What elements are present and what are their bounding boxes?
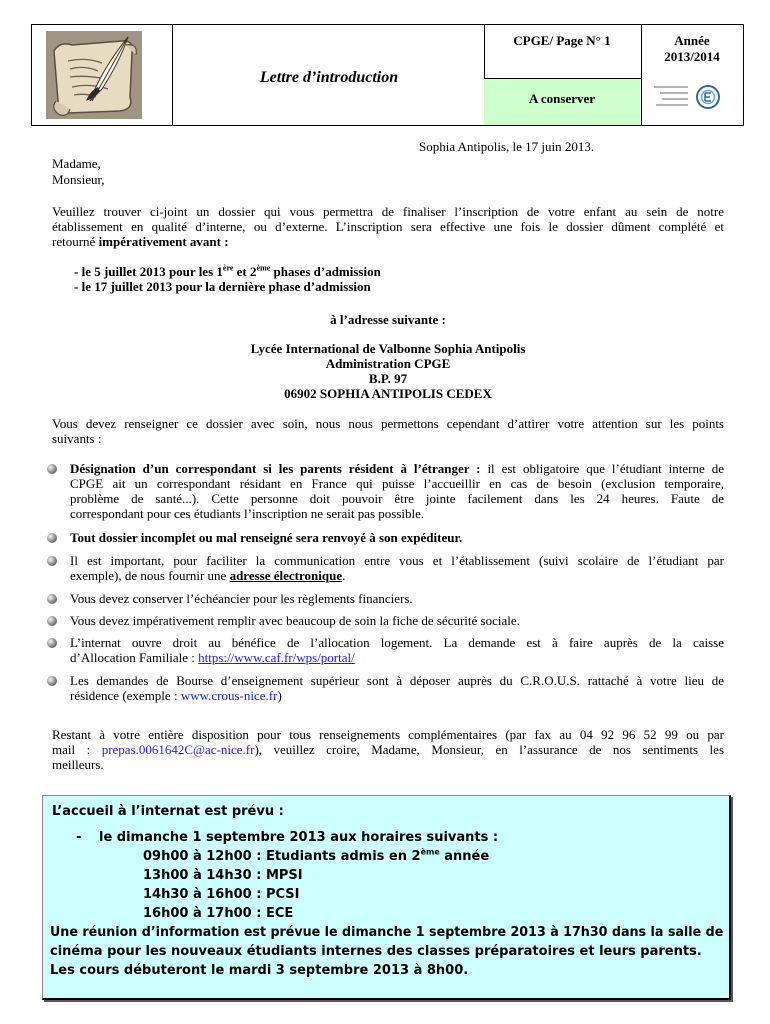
notice-slot-text: année <box>439 849 490 864</box>
salutation-madame: Madame, <box>52 156 101 171</box>
keep-label: A conserver <box>528 91 596 106</box>
point-7-line-1: Les demandes de Bourse d’enseignement supérieur sont à déposer auprès du C.R.O.U.S. rattaché à votre lieu de <box>70 673 724 688</box>
deadline-1-text: et 2 <box>233 264 257 279</box>
closing-line-3: meilleurs. <box>52 757 104 772</box>
notice-slot: 13h00 à 14h30 : MPSI <box>143 868 303 883</box>
deadline-1 <box>74 264 381 279</box>
point-3-line-1: Il est important, pour faciliter la communication entre vous et l’établissement (suivi scolaire de l’étudiant par <box>70 553 724 568</box>
address-line: Lycée International de Valbonne Sophia Antipolis <box>250 341 526 356</box>
address-line: B.P. 97 <box>368 371 408 386</box>
bullet-icon <box>47 556 57 566</box>
bullet-icon <box>47 676 57 686</box>
point-3-text: exemple), de nous fournir une <box>70 568 230 583</box>
attention-line-1: Vous devez renseigner ce dossier avec soin, nous nous permettons cependant d’attirer votre attention sur les points <box>52 416 724 431</box>
notice-slot-sup: ème <box>420 847 440 857</box>
point-4: Vous devez conserver l’échéancier pour les règlements financiers. <box>70 591 413 606</box>
quill-scroll-icon <box>46 31 142 119</box>
bullet-icon <box>47 533 57 543</box>
notice-slot: 16h00 à 17h00 : ECE <box>143 906 294 921</box>
point-6-line-2 <box>70 650 355 665</box>
bullet-icon <box>47 638 57 648</box>
deadline-2: - le 17 juillet 2013 pour la dernière phase d’admission <box>74 279 371 294</box>
notice-slot-text: 09h00 à 12h00 : Etudiants admis en 2 <box>143 849 421 864</box>
page-title: Lettre d’introduction <box>259 69 399 86</box>
notice-meeting-line-1: Une réunion d’information est prévue le dimanche 1 septembre 2013 à 17h30 dans la salle de <box>50 925 724 940</box>
intro-text: retourné <box>52 234 99 249</box>
address-intro: à l’adresse suivante : <box>330 312 446 327</box>
header-divider <box>172 25 173 125</box>
point-3-line-2 <box>70 568 345 583</box>
year-label: Année <box>674 33 710 48</box>
intro-line-1: Veuillez trouver ci-joint un dossier qui vous permettra de finaliser l’inscription de votre enfant au sein de notre <box>52 204 724 219</box>
point-7-text: résidence (exemple : <box>70 688 181 703</box>
caf-link[interactable]: https://www.caf.fr/wps/portal/ <box>198 650 355 665</box>
notice-dash: - <box>76 830 82 845</box>
address-line: 06902 SOPHIA ANTIPOLIS CEDEX <box>284 386 492 401</box>
point-1-line-2: CPGE ait un correspondant résidant en France qui puisse l’accueillir en cas de besoin (exclusion temporaire, <box>70 476 724 491</box>
notice-slot: 14h30 à 16h00 : PCSI <box>143 887 300 902</box>
point-1-line-4: correspondant pour ces étudiants l’inscription ne serait pas possible. <box>70 506 425 521</box>
notice-date-line: le dimanche 1 septembre 2013 aux horaires suivants : <box>99 830 499 845</box>
point-1-heading: Désignation d’un correspondant si les parents résident à l’étranger : <box>70 461 481 476</box>
email-link[interactable]: prepas.0061642C@ac-nice.fr <box>101 742 255 757</box>
deadline-1-sup: ère <box>222 263 234 273</box>
bullet-icon <box>47 594 57 604</box>
boarding-notice-box <box>42 795 731 1000</box>
notice-heading: L’accueil à l’internat est prévu : <box>52 804 284 819</box>
closing-text: ), veuillez croire, Madame, Monsieur, en l’assurance de nos sentiments les <box>254 742 724 757</box>
point-1-text: il est obligatoire que l’étudiant interne de <box>480 461 724 476</box>
address-line: Administration CPGE <box>325 356 451 371</box>
closing-line-2 <box>52 742 724 757</box>
notice-classes-start: Les cours débuteront le mardi 3 septembre 2013 à 8h00. <box>50 963 469 978</box>
school-year <box>642 33 742 65</box>
point-5: Vous devez impérativement remplir avec beaucoup de soin la fiche de sécurité sociale. <box>70 613 520 628</box>
ministry-education-logo-icon <box>650 81 734 117</box>
deadline-1-sup: ème <box>256 263 271 273</box>
point-7-text: ) <box>277 688 282 703</box>
bullet-icon <box>47 616 57 626</box>
header-table <box>31 24 744 126</box>
salutation-monsieur: Monsieur, <box>52 172 105 187</box>
point-2: Tout dossier incomplet ou mal renseigné sera renvoyé à son expéditeur. <box>70 530 463 545</box>
bullet-icon <box>47 464 57 474</box>
point-1-line-3: problème de santé...). Cette personne doit pouvoir être jointe facilement dans les 24 heures. Faute de <box>70 491 724 506</box>
notice-meeting-line-2: cinéma pour les nouveaux étudiants internes des classes préparatoires et leurs parents. <box>50 944 702 959</box>
point-6-text: d’Allocation Familiale : <box>70 650 199 665</box>
deadline-1-text: phases d’admission <box>270 264 381 279</box>
point-1-line-1 <box>70 461 724 476</box>
keep-badge <box>484 79 640 125</box>
point-6-line-1: L’internat ouvre droit au bénéfice de l’allocation logement. La demande est à faire auprès de la caisse <box>70 635 724 650</box>
place-date: Sophia Antipolis, le 17 juin 2013. <box>419 139 595 154</box>
notice-slot <box>143 849 489 864</box>
point-7-line-2 <box>70 688 282 703</box>
intro-line-2: établissement en qualité d’interne, ou d’externe. L’inscription sera effective une fois le dossier dûment complété et <box>52 219 724 234</box>
intro-emphasis: impérativement avant : <box>98 234 229 249</box>
year-value: 2013/2014 <box>664 49 720 64</box>
deadline-1-text: - le 5 juillet 2013 pour les 1 <box>74 264 223 279</box>
closing-line-1: Restant à votre entière disposition pour tous renseignements complémentaires (par fax au 04 92 96 52 99 ou par <box>52 727 724 742</box>
crous-link[interactable]: www.crous-nice.fr <box>180 688 278 703</box>
page-reference: CPGE/ Page N° 1 <box>513 33 611 48</box>
email-address-emphasis: adresse électronique <box>229 568 343 583</box>
intro-line-3 <box>52 234 229 249</box>
closing-text: mail : <box>52 742 102 757</box>
point-3-text: . <box>342 568 346 583</box>
attention-line-2: suivants : <box>52 431 102 446</box>
